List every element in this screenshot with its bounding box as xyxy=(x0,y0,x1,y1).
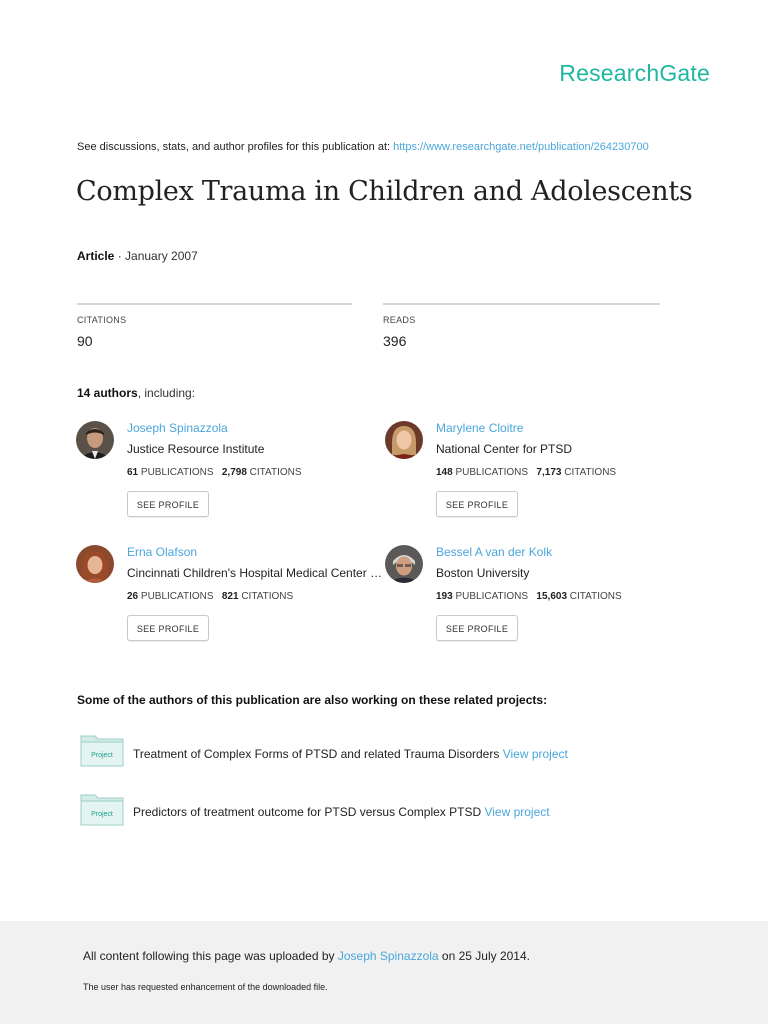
author-institution: Boston University xyxy=(436,566,530,580)
publication-date: · January 2007 xyxy=(114,249,198,263)
publications-count: 148 xyxy=(436,467,453,478)
view-project-link[interactable]: View project xyxy=(484,805,550,819)
view-project-link[interactable]: View project xyxy=(502,747,568,761)
author-institution: Justice Resource Institute xyxy=(127,442,265,456)
author-institution: National Center for PTSD xyxy=(436,442,573,456)
discussion-prefix: See discussions, stats, and author profiles for this publication at: xyxy=(77,141,394,153)
see-profile-button[interactable]: SEE PROFILE xyxy=(127,491,209,517)
avatar[interactable] xyxy=(385,545,423,583)
projects-heading: Some of the authors of this publication are also working on these related projects: xyxy=(77,693,548,707)
project-title: Treatment of Complex Forms of PTSD and related Trauma Disorders xyxy=(133,747,503,761)
citations-label: CITATIONS xyxy=(77,315,127,325)
publications-label: PUBLICATIONS xyxy=(140,591,214,602)
reads-divider xyxy=(383,303,660,305)
project-row xyxy=(133,805,550,819)
enhancement-note: The user has requested enhancement of the downloaded file. xyxy=(83,982,328,992)
authors-suffix: , including: xyxy=(137,386,196,400)
publications-count: 61 xyxy=(127,467,139,478)
see-profile-button[interactable]: SEE PROFILE xyxy=(436,615,518,641)
reads-value: 396 xyxy=(383,333,407,349)
author-name-link[interactable]: Bessel A van der Kolk xyxy=(436,545,553,559)
publications-label: PUBLICATIONS xyxy=(455,467,529,478)
citations-divider xyxy=(77,303,352,305)
publication-type: Article xyxy=(77,249,115,263)
upload-suffix: on 25 July 2014. xyxy=(438,949,530,963)
publications-count: 26 xyxy=(127,591,139,602)
citations-count: 2,798 xyxy=(221,467,247,478)
project-icon-label: Project xyxy=(91,752,113,759)
avatar[interactable] xyxy=(76,545,114,583)
see-profile-button[interactable]: SEE PROFILE xyxy=(127,615,209,641)
author-institution: Cincinnati Children's Hospital Medical Center … xyxy=(127,566,383,580)
reads-label: READS xyxy=(383,315,416,325)
author-name-link[interactable]: Erna Olafson xyxy=(127,545,198,559)
author-stats xyxy=(127,467,302,478)
project-title: Predictors of treatment outcome for PTSD versus Complex PTSD xyxy=(133,805,485,819)
citations-label: CITATIONS xyxy=(249,467,302,478)
discussion-line xyxy=(77,141,649,153)
authors-heading xyxy=(77,386,195,400)
avatar[interactable] xyxy=(385,421,423,459)
citations-label: CITATIONS xyxy=(569,591,622,602)
publication-url-link[interactable]: https://www.researchgate.net/publication/264230700 xyxy=(393,141,649,153)
author-stats xyxy=(436,467,616,478)
upload-note xyxy=(83,949,530,963)
footer xyxy=(0,921,768,1024)
avatar[interactable] xyxy=(76,421,114,459)
see-profile-button[interactable]: SEE PROFILE xyxy=(436,491,518,517)
publication-title: Complex Trauma in Children and Adolescents xyxy=(76,176,693,207)
citations-count: 15,603 xyxy=(536,591,568,602)
project-row xyxy=(133,747,568,761)
citations-count: 821 xyxy=(221,591,239,602)
citations-value: 90 xyxy=(77,333,93,349)
uploader-link[interactable]: Joseph Spinazzola xyxy=(337,949,439,963)
citations-label: CITATIONS xyxy=(564,467,617,478)
author-stats xyxy=(436,591,622,602)
upload-prefix: All content following this page was uploaded by xyxy=(83,949,338,963)
publications-count: 193 xyxy=(436,591,453,602)
project-icon-label: Project xyxy=(91,811,113,818)
author-stats xyxy=(127,591,293,602)
author-name-link[interactable]: Marylene Cloitre xyxy=(436,421,524,435)
publications-label: PUBLICATIONS xyxy=(140,467,214,478)
publication-meta xyxy=(77,249,198,263)
author-name-link[interactable]: Joseph Spinazzola xyxy=(127,421,228,435)
project-folder-icon xyxy=(80,792,124,826)
project-folder-icon xyxy=(80,733,124,767)
publications-label: PUBLICATIONS xyxy=(455,591,529,602)
citations-count: 7,173 xyxy=(536,467,562,478)
authors-count: 14 authors xyxy=(77,386,138,400)
citations-label: CITATIONS xyxy=(241,591,294,602)
researchgate-logo[interactable]: ResearchGate xyxy=(559,60,710,86)
